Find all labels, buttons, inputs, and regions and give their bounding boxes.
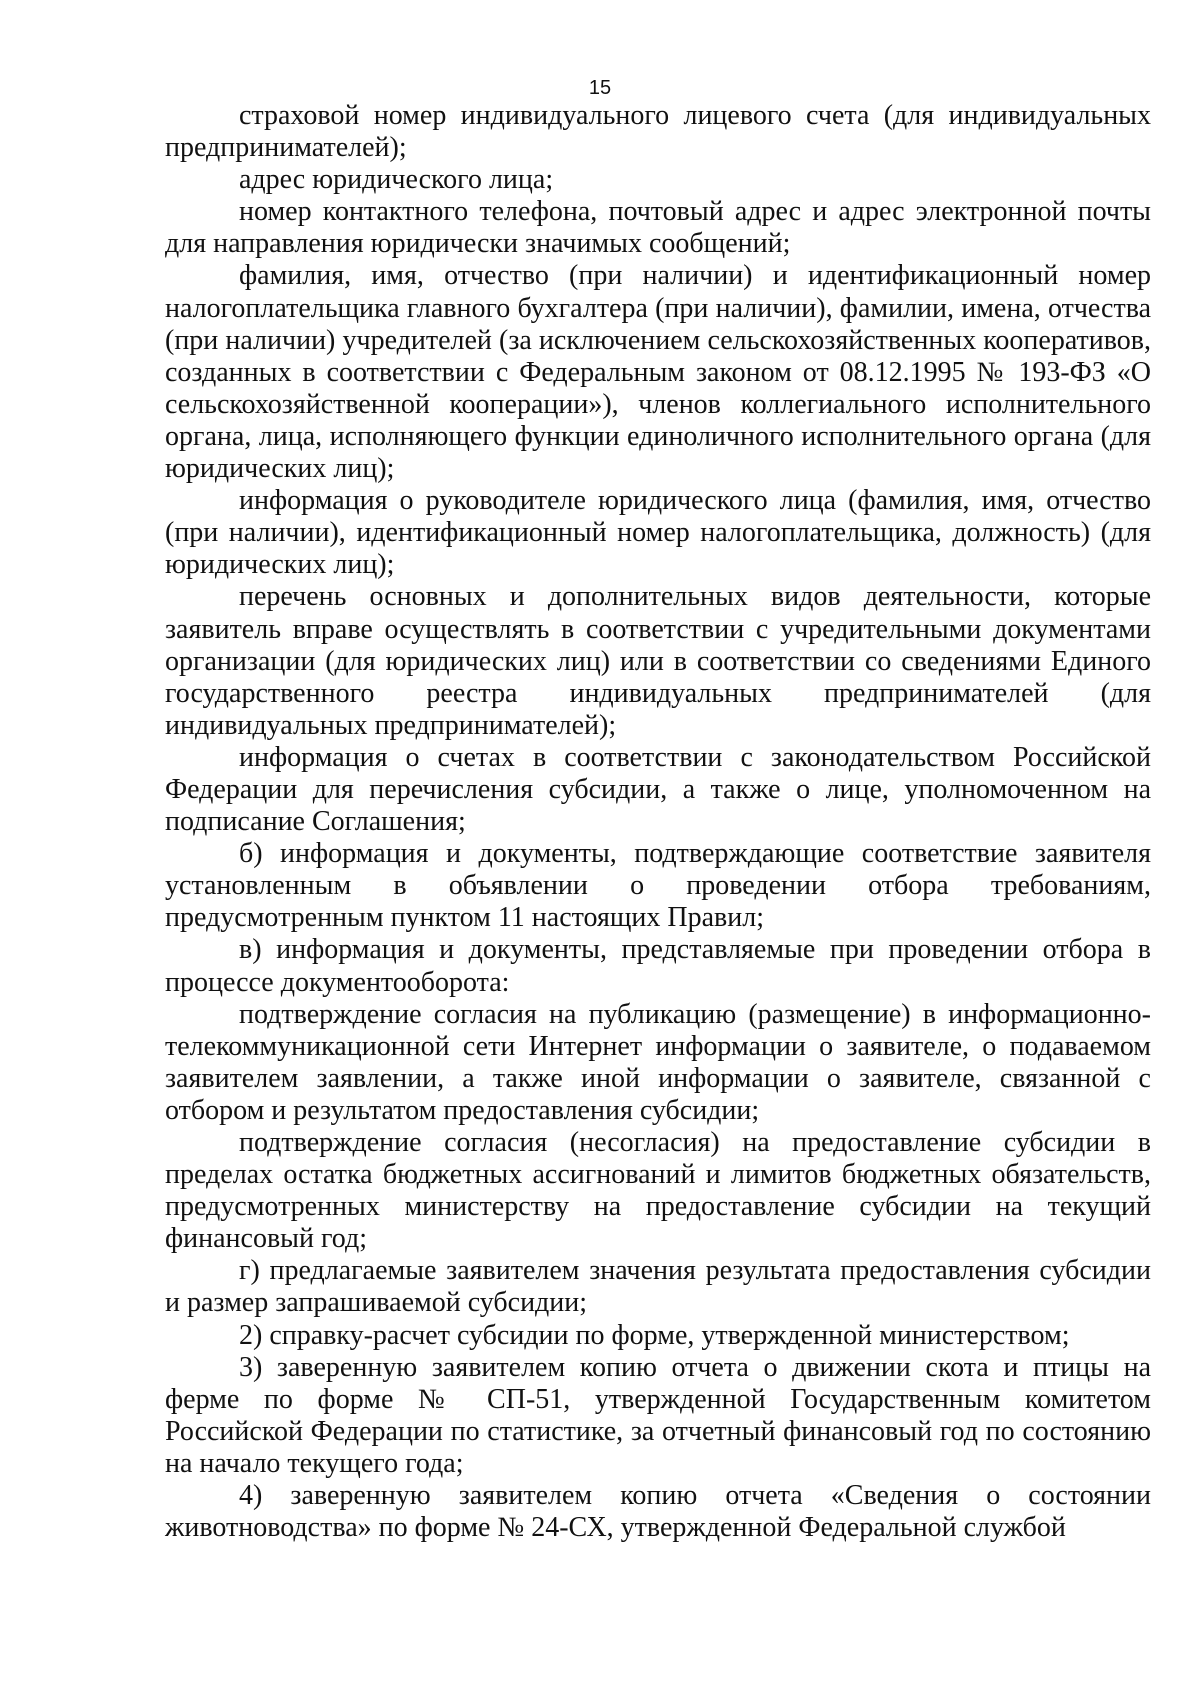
paragraph: номер контактного телефона, почтовый адрес и адрес электронной почты для направления юридически значимых сообщений; bbox=[165, 196, 1151, 260]
paragraph: информация о руководителе юридического лица (фамилия, имя, отчество (при наличии), идентификационный номер налогоплательщика, должность) (для юридических лиц); bbox=[165, 485, 1151, 581]
paragraph: в) информация и документы, представляемые при проведении отбора в процессе документооборота: bbox=[165, 934, 1151, 998]
paragraph: подтверждение согласия (несогласия) на предоставление субсидии в пределах остатка бюджетных ассигнований и лимитов бюджетных обязательств, предусмотренных министерству на предоставление субсидии на текущий финансовый год; bbox=[165, 1127, 1151, 1255]
paragraph: страховой номер индивидуального лицевого счета (для индивидуальных предпринимателей); bbox=[165, 100, 1151, 164]
paragraph: 4) заверенную заявителем копию отчета «Сведения о состоянии животноводства» по форме № 24-СХ, утвержденной Федеральной службой bbox=[165, 1480, 1151, 1544]
paragraph: фамилия, имя, отчество (при наличии) и идентификационный номер налогоплательщика главного бухгалтера (при наличии), фамилии, имена, отчества (при наличии) учредителей (за исключением сельскохозяйственных кооперативов, созданных в соответствии с Федеральным законом от 08.12.1995 № 193-ФЗ «О сельскохозяйственной кооперации»), членов коллегиального исполнительного органа, лица, исполняющего функции единоличного исполнительного органа (для юридических лиц); bbox=[165, 260, 1151, 485]
paragraph: адрес юридического лица; bbox=[239, 164, 554, 196]
paragraph: 2) справку-расчет субсидии по форме, утвержденной министерством; bbox=[239, 1319, 1070, 1351]
paragraph: 3) заверенную заявителем копию отчета о движении скота и птицы на ферме по форме № СП-51, утвержденной Государственным комитетом Российской Федерации по статистике, за отчетный финансовый год по состоянию на начало текущего года; bbox=[165, 1351, 1151, 1479]
paragraph: б) информация и документы, подтверждающие соответствие заявителя установленным в объявлении о проведении отбора требованиям, предусмотренным пунктом 11 настоящих Правил; bbox=[165, 838, 1151, 934]
paragraph: перечень основных и дополнительных видов деятельности, которые заявитель вправе осуществлять в соответствии с учредительными документами организации (для юридических лиц) или в соответствии со сведениями Единого государственного реестра индивидуальных предпринимателей (для индивидуальных предпринимателей); bbox=[165, 581, 1151, 741]
paragraph: подтверждение согласия на публикацию (размещение) в информационно-телекоммуникационной сети Интернет информации о заявителе, о подаваемом заявителем заявлении, а также иной информации о заявителе, связанной с отбором и результатом предоставления субсидии; bbox=[165, 998, 1151, 1126]
paragraph: информация о счетах в соответствии с законодательством Российской Федерации для перечисления субсидии, а также о лице, уполномоченном на подписание Соглашения; bbox=[165, 741, 1151, 838]
paragraph: г) предлагаемые заявителем значения результата предоставления субсидии и размер запрашиваемой субсидии; bbox=[165, 1255, 1151, 1319]
page-number: 15 bbox=[588, 77, 612, 99]
document-body bbox=[165, 100, 1151, 1544]
